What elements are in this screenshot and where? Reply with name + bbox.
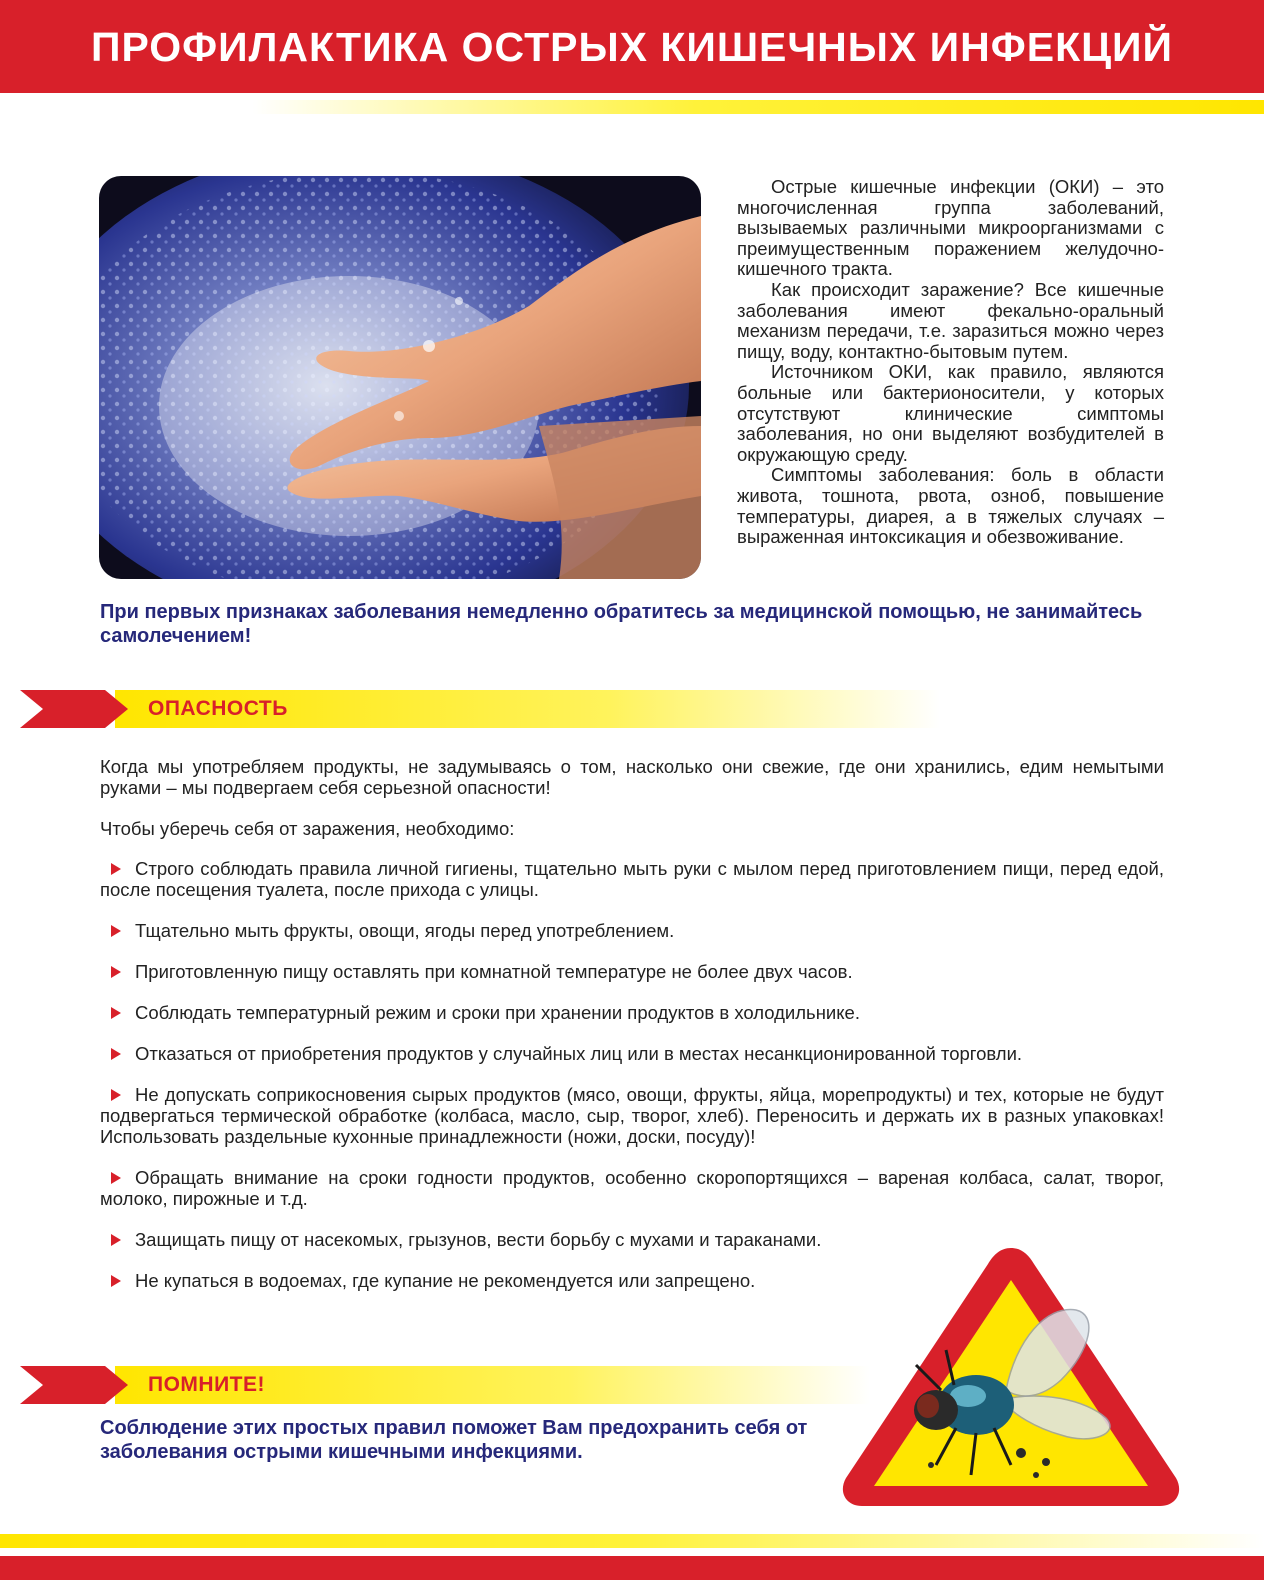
fly-warning-sign-icon: [836, 1240, 1186, 1510]
header-yellow-stripe: [0, 100, 1264, 114]
list-item: Не допускать соприкосновения сырых продуктов (мясо, овощи, фрукты, яйца, морепродукты) и тех, которые не будут подвергаться термической обработке (колбаса, масло, сыр, творог, хлеб). Переносить и держать их в разных упаковках! Использовать раздельные кухонные принадлежности (ножи, доски, посуду)!: [100, 1084, 1164, 1147]
remember-label: ПОМНИТЕ!: [148, 1373, 266, 1396]
intro-paragraph: Источником ОКИ, как правило, являются больные или бактерионосители, у которых отсутствуют клинические симптомы заболевания, но они выделяют возбудителей в окружающую среду.: [737, 361, 1164, 465]
danger-text: Когда мы употребляем продукты, не задумываясь о том, насколько они свежие, где они хранились, едим немытыми руками – мы подвергаем себя серьезной опасности!: [100, 756, 1164, 798]
intro-paragraph: Острые кишечные инфекции (ОКИ) – это многочисленная группа заболеваний, вызываемых различными микроорганизмами с преимущественным поражением желудочно-кишечного тракта.: [737, 176, 1164, 280]
footer-yellow-stripe: [0, 1534, 1264, 1548]
intro-paragraph: Симптомы заболевания: боль в области живота, тошнота, рвота, озноб, повышение температуры, диарея, а в тяжелых случаях – выраженная интоксикация и обезвоживание.: [737, 464, 1164, 548]
list-item: Не купаться в водоемах, где купание не рекомендуется или запрещено.: [100, 1270, 1164, 1291]
remember-text: Соблюдение этих простых правил поможет Вам предохранить себя от заболевания острыми кишечными инфекциями.: [100, 1417, 808, 1463]
prevention-intro: Чтобы уберечь себя от заражения, необходимо:: [100, 818, 515, 839]
intro-paragraph: Как происходит заражение? Все кишечные заболевания имеют фекально-оральный механизм передачи, т.е. заразиться можно через пищу, воду, контактно-бытовым путем.: [737, 278, 1164, 362]
washing-hands-photo: [99, 176, 701, 579]
page-title: ПРОФИЛАКТИКА ОСТРЫХ КИШЕЧНЫХ ИНФЕКЦИЙ: [91, 24, 1173, 70]
list-item: Строго соблюдать правила личной гигиены, тщательно мыть руки с мылом перед приготовлением пищи, перед едой, после посещения туалета, после прихода с улицы.: [100, 858, 1164, 900]
list-item: Тщательно мыть фрукты, овощи, ягоды перед употреблением.: [100, 920, 1164, 941]
header-banner: [0, 0, 1264, 93]
list-item: Приготовленную пищу оставлять при комнатной температуре не более двух часов.: [100, 961, 1164, 982]
list-item: Защищать пищу от насекомых, грызунов, вести борьбу с мухами и тараканами.: [100, 1229, 1164, 1250]
footer-red-bar: [0, 1556, 1264, 1580]
danger-label: ОПАСНОСТЬ: [148, 697, 288, 720]
list-item: Отказаться от приобретения продуктов у случайных лиц или в местах несанкционированной торговли.: [100, 1043, 1164, 1064]
list-item: Обращать внимание на сроки годности продуктов, особенно скоропортящихся – вареная колбаса, салат, творог, молоко, пирожные и т.д.: [100, 1167, 1164, 1209]
list-item: Соблюдать температурный режим и сроки при хранении продуктов в холодильнике.: [100, 1002, 1164, 1023]
medical-warning: При первых признаках заболевания немедленно обратитесь за медицинской помощью, не занимайтесь самолечением!: [100, 601, 1143, 647]
intro-text: [737, 177, 1164, 548]
